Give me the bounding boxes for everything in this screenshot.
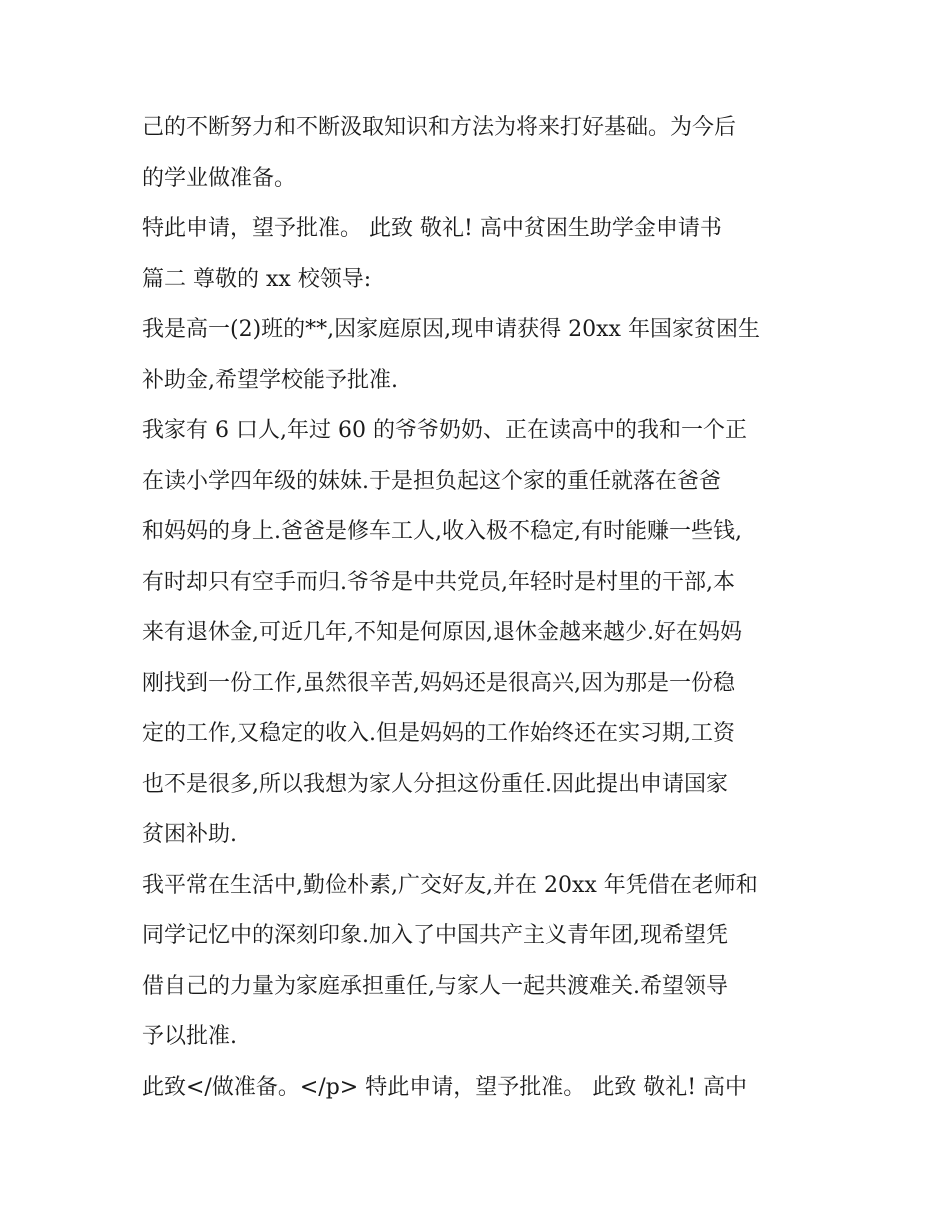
text-line: 和妈妈的身上.爸爸是修车工人,收入极不稳定,有时能赚一些钱,	[142, 519, 742, 544]
text-line: 有时却只有空手而归.爷爷是中共党员,年轻时是村里的干部,本	[142, 569, 735, 595]
text-line: 我是高一(2)班的**,因家庭原因,现申请获得 20xx 年国家贫困生	[142, 317, 760, 342]
text-line: 来有退休金,可近几年,不知是何原因,退休金越来越少.好在妈妈	[142, 620, 742, 645]
text-line: 的学业做准备。	[142, 165, 297, 191]
text-line: 我平常在生活中,勤俭朴素,广交好友,并在 20xx 年凭借在老师和	[142, 872, 758, 898]
text-line: 定的工作,又稳定的收入.但是妈妈的工作始终还在实习期,工资	[142, 721, 735, 746]
text-line: 我家有 6 口人,年过 60 的爷爷奶奶、正在读高中的我和一个正	[142, 418, 747, 443]
text-line: 刚找到一份工作,虽然很辛苦,妈妈还是很高兴,因为那是一份稳	[142, 670, 735, 696]
text-line: 篇二 尊敬的 xx 校领导:	[142, 266, 372, 292]
text-line: 己的不断努力和不断汲取知识和方法为将来打好基础。为今后	[142, 115, 737, 140]
document-body	[142, 103, 822, 1113]
text-line: 予以批准.	[142, 1024, 237, 1049]
text-line: 借自己的力量为家庭承担重任,与家人一起共渡难关.希望领导	[142, 973, 728, 999]
text-line: 同学记忆中的深刻印象.加入了中国共产主义青年团,现希望凭	[142, 923, 728, 948]
text-line: 此致</做准备。</p> 特此申请，望予批准。 此致 敬礼! 高中	[142, 1074, 748, 1100]
text-line: 在读小学四年级的妹妹.于是担负起这个家的重任就落在爸爸	[142, 468, 721, 494]
text-line: 贫困补助.	[142, 822, 237, 847]
text-line: 也不是很多,所以我想为家人分担这份重任.因此提出申请国家	[142, 771, 728, 797]
text-line: 特此申请，望予批准。 此致 敬礼! 高中贫困生助学金申请书	[142, 216, 722, 241]
text-line: 补助金,希望学校能予批准.	[142, 367, 398, 393]
